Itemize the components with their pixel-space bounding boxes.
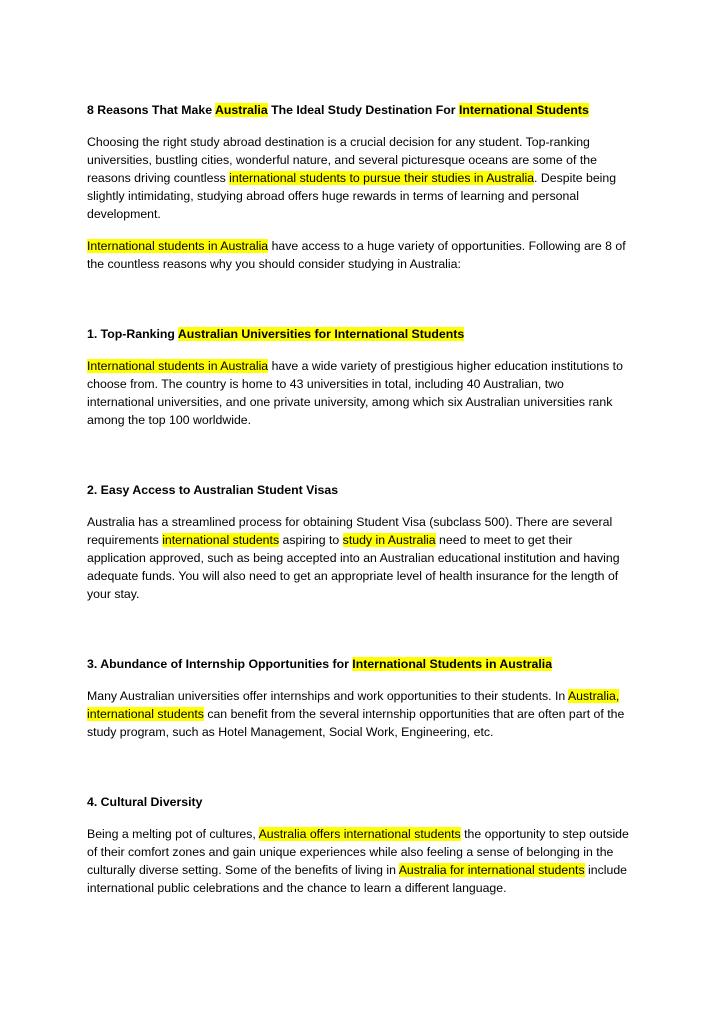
section-2-paragraph (87, 513, 632, 603)
highlighted-text: Australia for international students (398, 863, 585, 877)
text-run: can benefit from the several internship opportunities that are often part of the study program, such as Hotel Management, Social Work, Engineering, etc. (87, 707, 625, 739)
text-run: have access to a huge variety of opportunities. Following are 8 of the countless reasons why you should consider studying in Australia: (87, 239, 626, 271)
text-run: include international public celebrations and the chance to learn a different language. (87, 863, 628, 895)
highlighted-text: International students in Australia (87, 359, 269, 373)
document-page (87, 101, 632, 911)
text-run: have a wide variety of prestigious higher education institutions to choose from. The country is home to 43 universities in total, including 40 Australian, two international universities, and one private university, among which six Australian universities rank among the top 100 worldwide. (87, 359, 623, 427)
highlighted-text: study in Australia (342, 533, 436, 547)
section-2-heading (87, 481, 632, 499)
text-run: Choosing the right study abroad destination is a crucial decision for any student. Top-ranking universities, bustling cities, wonderful nature, and several picturesque oceans are some of the reasons driving countless (87, 135, 597, 185)
text-run: Being a melting pot of cultures, (87, 827, 259, 841)
highlighted-text: Australia, international students (87, 689, 620, 721)
highlighted-text: Australia (215, 103, 268, 117)
text-run: 8 Reasons That Make (87, 103, 216, 117)
section-spacer (87, 287, 632, 325)
section-4-heading (87, 793, 632, 811)
highlighted-text: International Students in Australia (352, 657, 553, 671)
section-spacer (87, 443, 632, 481)
section-spacer (87, 617, 632, 655)
intro-paragraph-2 (87, 237, 632, 273)
text-run: The Ideal Study Destination For (267, 103, 459, 117)
highlighted-text: international students to pursue their studies in Australia (229, 171, 535, 185)
text-run: need to meet to get their application approved, such as being accepted into an Australian educational institution and having adequate funds. You will also need to get an appropriate level of health insurance for the length of your stay. (87, 533, 620, 601)
text-run: the opportunity to step outside of their comfort zones and gain unique experiences while also feeling a sense of belonging in the culturally diverse setting. Some of the benefits of living in (87, 827, 629, 877)
text-run: 4. Cultural Diversity (87, 795, 203, 809)
text-run: Australia has a streamlined process for obtaining Student Visa (subclass 500). There are several requirements (87, 515, 613, 547)
highlighted-text: international students (162, 533, 280, 547)
highlighted-text: International students in Australia (87, 239, 269, 253)
section-1-heading (87, 325, 632, 343)
highlighted-text: International Students (458, 103, 589, 117)
section-3-paragraph (87, 687, 632, 741)
intro-paragraph-1 (87, 133, 632, 223)
section-1-paragraph (87, 357, 632, 429)
text-run: 2. Easy Access to Australian Student Visas (87, 483, 339, 497)
text-run: 3. Abundance of Internship Opportunities for (87, 657, 353, 671)
text-run: 1. Top-Ranking (87, 327, 178, 341)
section-spacer (87, 755, 632, 793)
section-3-heading (87, 655, 632, 673)
section-4-paragraph (87, 825, 632, 897)
document-title (87, 101, 632, 119)
highlighted-text: Australian Universities for International Students (177, 327, 465, 341)
text-run: aspiring to (279, 533, 343, 547)
highlighted-text: Australia offers international students (258, 827, 461, 841)
text-run: . Despite being slightly intimidating, studying abroad offers huge rewards in terms of learning and personal development. (87, 171, 617, 221)
text-run: Many Australian universities offer internships and work opportunities to their students. In (87, 689, 568, 703)
